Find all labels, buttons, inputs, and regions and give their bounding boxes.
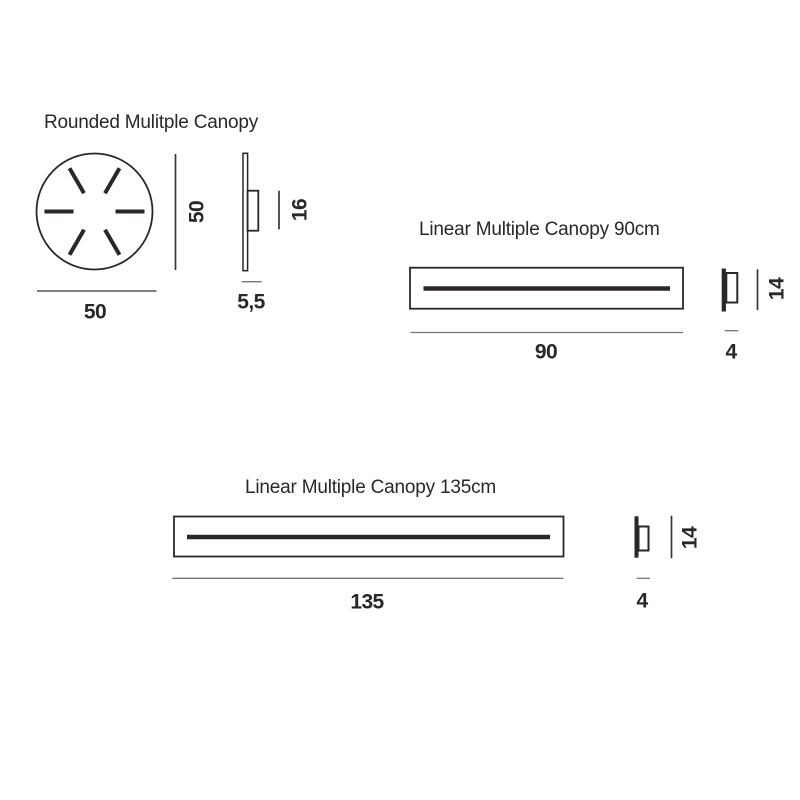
- side-profile-junction-box: [248, 191, 259, 231]
- side-profile-junction-box-135: [639, 527, 649, 551]
- dimension-label-90-depth: 4: [725, 340, 737, 364]
- linear-canopy-90-front-view: [410, 268, 683, 333]
- dimension-label-rounded-height: 50: [185, 200, 209, 224]
- dimension-label-135-width: 135: [350, 590, 384, 614]
- dimension-label-rounded-box-height: 16: [288, 198, 312, 222]
- dimension-label-rounded-depth: 5,5: [237, 290, 265, 314]
- dimension-label-135-depth: 4: [636, 589, 648, 613]
- rounded-canopy-front-view: [37, 154, 176, 292]
- dimension-label-90-height: 14: [765, 277, 789, 301]
- side-profile-plate-90: [722, 269, 726, 312]
- linear-canopy-90-side-view: [722, 269, 758, 331]
- linear-canopy-135-title: Linear Multiple Canopy 135cm: [245, 477, 497, 498]
- dimension-label-90-width: 90: [534, 340, 558, 364]
- dimension-label-rounded-diameter: 50: [83, 300, 107, 324]
- rounded-canopy-title: Rounded Mulitple Canopy: [44, 112, 259, 133]
- linear-canopy-135-side-view: [635, 516, 672, 579]
- linear-canopy-90-title: Linear Multiple Canopy 90cm: [419, 219, 660, 240]
- rounded-canopy-side-view: [242, 153, 279, 281]
- side-profile-junction-box-90: [726, 273, 737, 303]
- dimension-label-135-height: 14: [678, 526, 702, 550]
- linear-canopy-135-front-view: [172, 517, 563, 579]
